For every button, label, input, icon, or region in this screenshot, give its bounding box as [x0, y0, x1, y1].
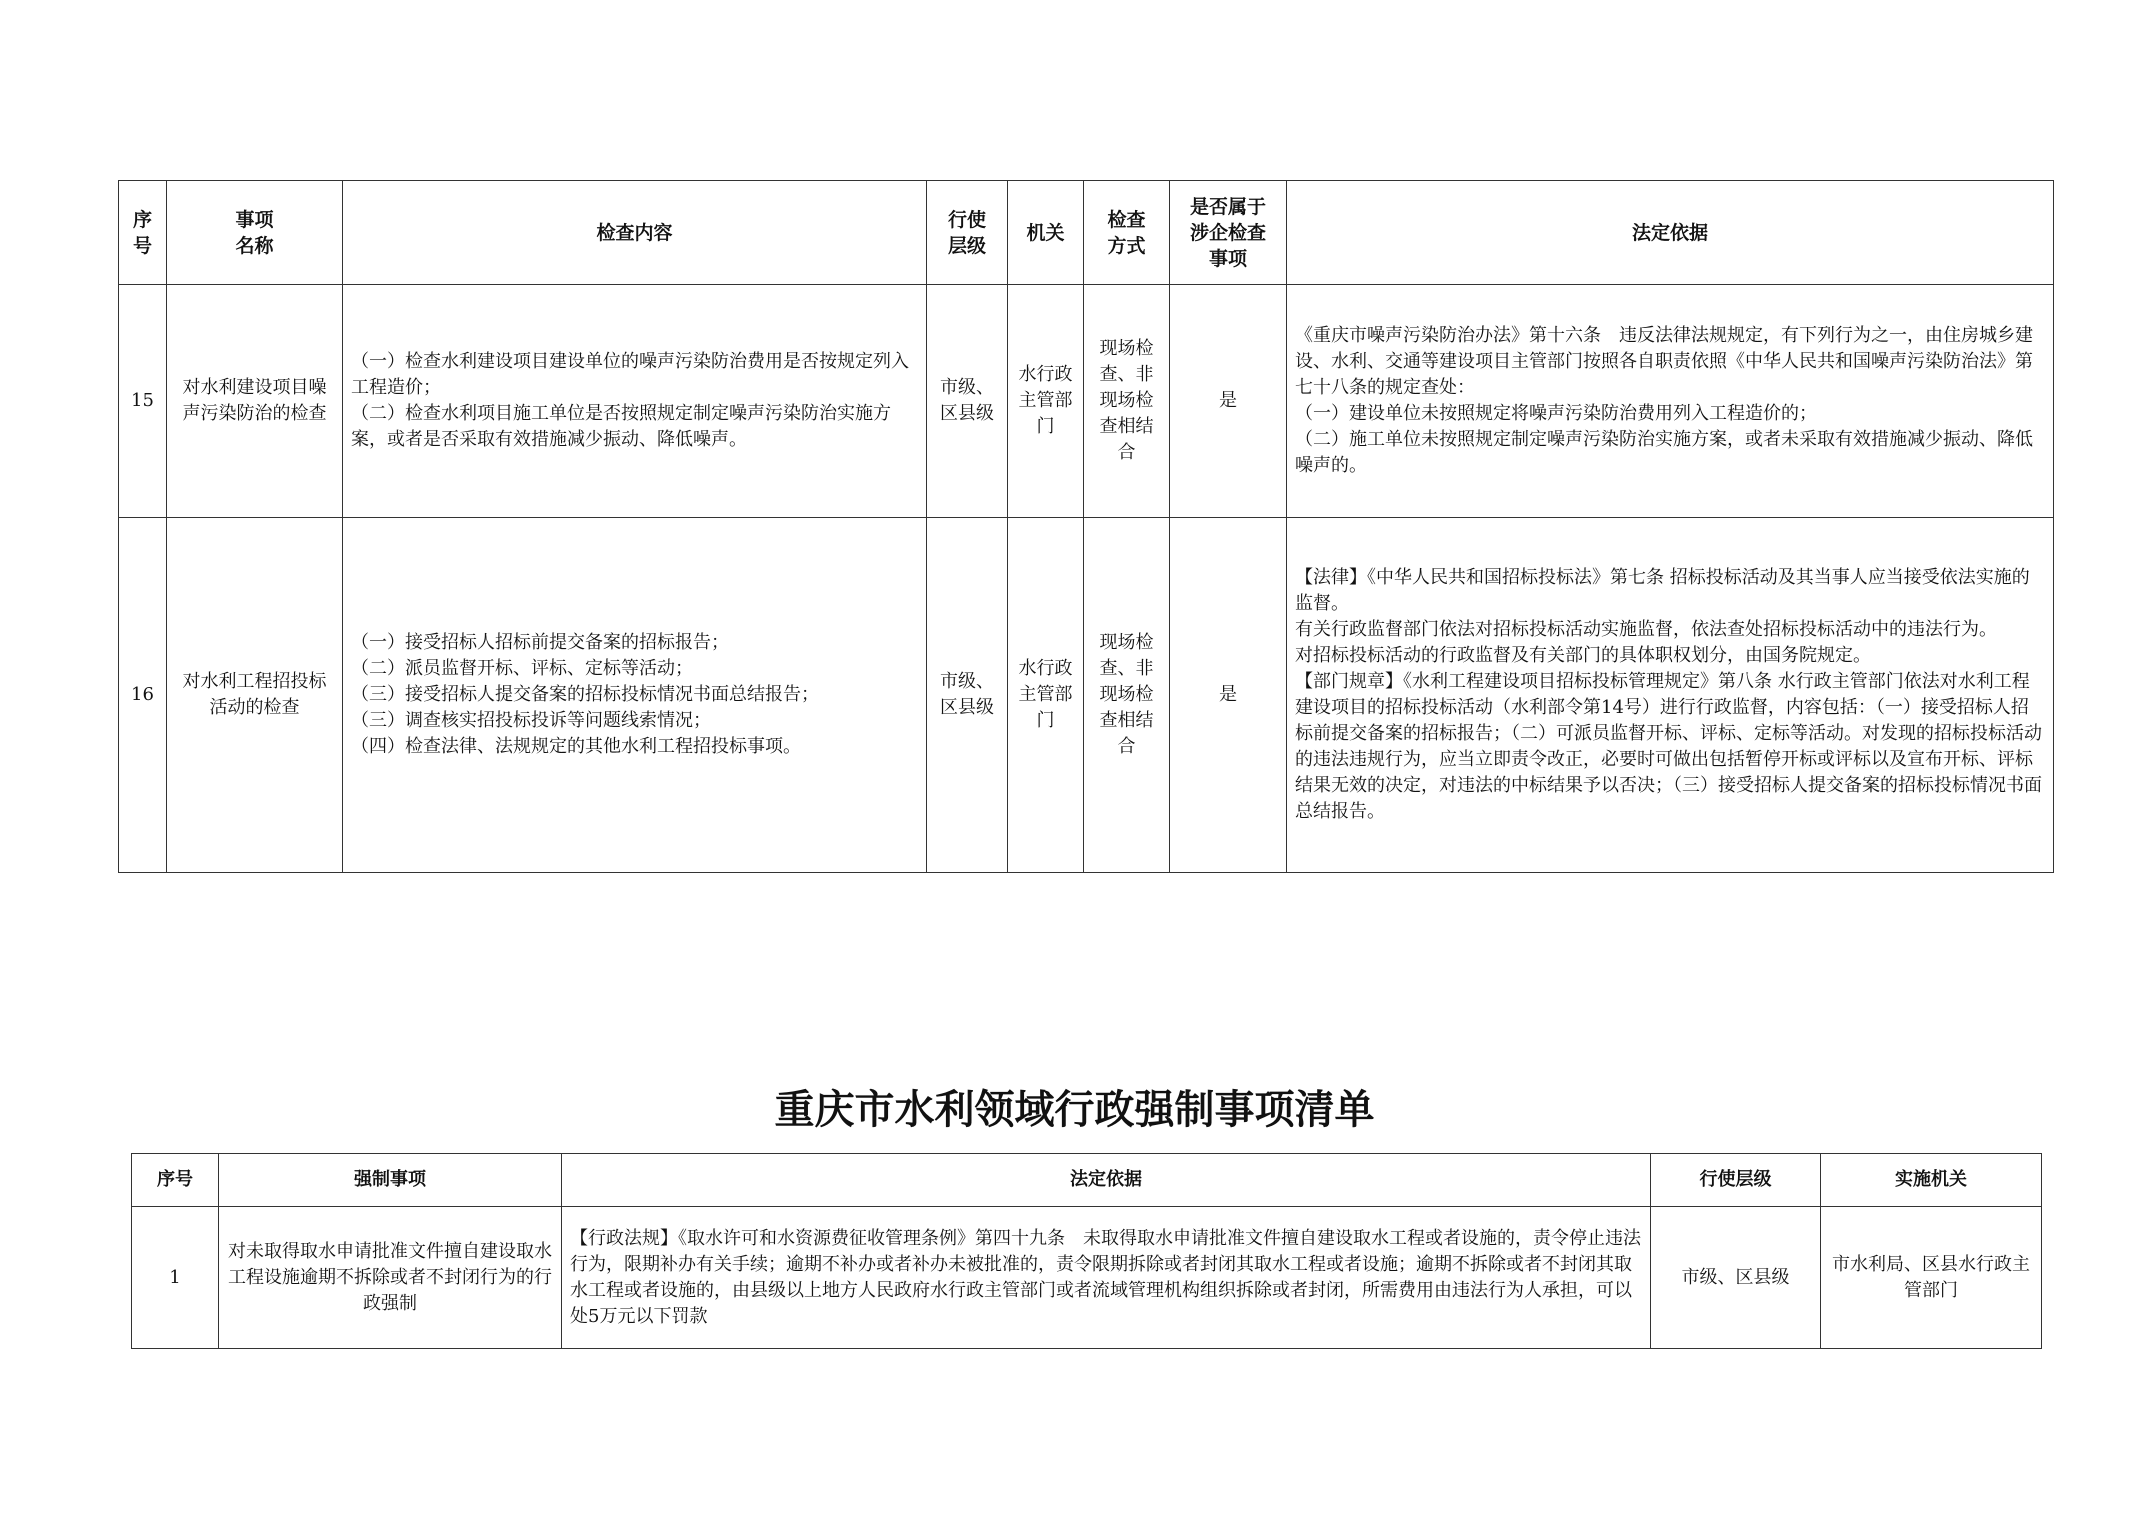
- cell-inspection-method: 现场检 查、非 现场检 查相结 合: [1084, 518, 1170, 873]
- cell-inspection-content: （一）接受招标人招标前提交备案的招标报告； （二）派员监督开标、评标、定标等活动； （三）接受招标人提交备案的招标投标情况书面总结报告； （三）调查核实招投标投诉等问题线索情况； （四）检查法律、法规规定的其他水利工程招投标事项。: [343, 518, 927, 873]
- cell-seq: 1: [132, 1207, 219, 1349]
- header-implementing-agency: 实施机关: [1821, 1154, 2042, 1207]
- cell-exercise-level: 市级、 区县级: [927, 285, 1008, 518]
- cell-exercise-level: 市级、 区县级: [927, 518, 1008, 873]
- enforcement-items-table: [131, 1153, 2042, 1349]
- header-agency: 机关: [1008, 181, 1084, 285]
- cell-enterprise-related: 是: [1170, 285, 1287, 518]
- table-row: [119, 518, 2054, 873]
- cell-legal-basis: 《重庆市噪声污染防治办法》第十六条 违反法律法规规定，有下列行为之一，由住房城乡建设、水利、交通等建设项目主管部门按照各自职责依照《中华人民共和国噪声污染防治法》第七十八条的规定查处： （一）建设单位未按照规定将噪声污染防治费用列入工程造价的； （二）施工单位未按照规定制定噪声污染防治实施方案，或者未采取有效措施减少振动、降低噪声的。: [1287, 285, 2054, 518]
- enforcement-list-title: 重庆市水利领域行政强制事项清单: [774, 1086, 1375, 1133]
- header-item-name: 事项 名称: [167, 181, 343, 285]
- table-row: [119, 285, 2054, 518]
- header-seq: 序号: [119, 181, 167, 285]
- inspection-items-table: [118, 180, 2054, 873]
- header-legal-basis: 法定依据: [1287, 181, 2054, 285]
- cell-exercise-level: 市级、区县级: [1651, 1207, 1821, 1349]
- header-inspection-method: 检查 方式: [1084, 181, 1170, 285]
- header-exercise-level: 行使层级: [1651, 1154, 1821, 1207]
- cell-inspection-content: （一）检查水利建设项目建设单位的噪声污染防治费用是否按规定列入工程造价； （二）检查水利项目施工单位是否按照规定制定噪声污染防治实施方案，或者是否采取有效措施减少振动、降低噪声。: [343, 285, 927, 518]
- header-legal-basis: 法定依据: [562, 1154, 1651, 1207]
- cell-legal-basis: 【行政法规】《取水许可和水资源费征收管理条例》第四十九条 未取得取水申请批准文件擅自建设取水工程或者设施的，责令停止违法行为，限期补办有关手续；逾期不补办或者补办未被批准的，责令限期拆除或者封闭其取水工程或者设施；逾期不拆除或者不封闭其取水工程或者设施的，由县级以上地方人民政府水行政主管部门或者流域管理机构组织拆除或者封闭，所需费用由违法行为人承担，可以处5万元以下罚款: [562, 1207, 1651, 1349]
- header-exercise-level: 行使 层级: [927, 181, 1008, 285]
- cell-item-name: 对水利建设项目噪声污染防治的检查: [167, 285, 343, 518]
- cell-seq: 15: [119, 285, 167, 518]
- cell-legal-basis: 【法律】《中华人民共和国招标投标法》第七条 招标投标活动及其当事人应当接受依法实施的监督。 有关行政监督部门依法对招标投标活动实施监督，依法查处招标投标活动中的违法行为。 对招标投标活动的行政监督及有关部门的具体职权划分，由国务院规定。 【部门规章】《水利工程建设项目招标投标管理规定》第八条 水行政主管部门依法对水利工程建设项目的招标投标活动（水利部令第14号）进行行政监督，内容包括：（一）接受招标人招标前提交备案的招标报告；（二）可派员监督开标、评标、定标等活动。对发现的招标投标活动的违法违规行为，应当立即责令改正，必要时可做出包括暂停开标或评标以及宣布开标、评标结果无效的决定，对违法的中标结果予以否决；（三）接受招标人提交备案的招标投标情况书面总结报告。: [1287, 518, 2054, 873]
- cell-agency: 水行政 主管部 门: [1008, 518, 1084, 873]
- header-seq: 序号: [132, 1154, 219, 1207]
- header-enterprise-related: 是否属于 涉企检查 事项: [1170, 181, 1287, 285]
- header-enforcement-item: 强制事项: [219, 1154, 562, 1207]
- header-inspection-content: 检查内容: [343, 181, 927, 285]
- cell-implementing-agency: 市水利局、区县水行政主管部门: [1821, 1207, 2042, 1349]
- table-header-row: [132, 1154, 2042, 1207]
- table-header-row: [119, 181, 2054, 285]
- cell-inspection-method: 现场检 查、非 现场检 查相结 合: [1084, 285, 1170, 518]
- cell-enforcement-item: 对未取得取水申请批准文件擅自建设取水工程设施逾期不拆除或者不封闭行为的行政强制: [219, 1207, 562, 1349]
- cell-seq: 16: [119, 518, 167, 873]
- cell-enterprise-related: 是: [1170, 518, 1287, 873]
- table-row: [132, 1207, 2042, 1349]
- cell-item-name: 对水利工程招投标活动的检查: [167, 518, 343, 873]
- cell-agency: 水行政 主管部 门: [1008, 285, 1084, 518]
